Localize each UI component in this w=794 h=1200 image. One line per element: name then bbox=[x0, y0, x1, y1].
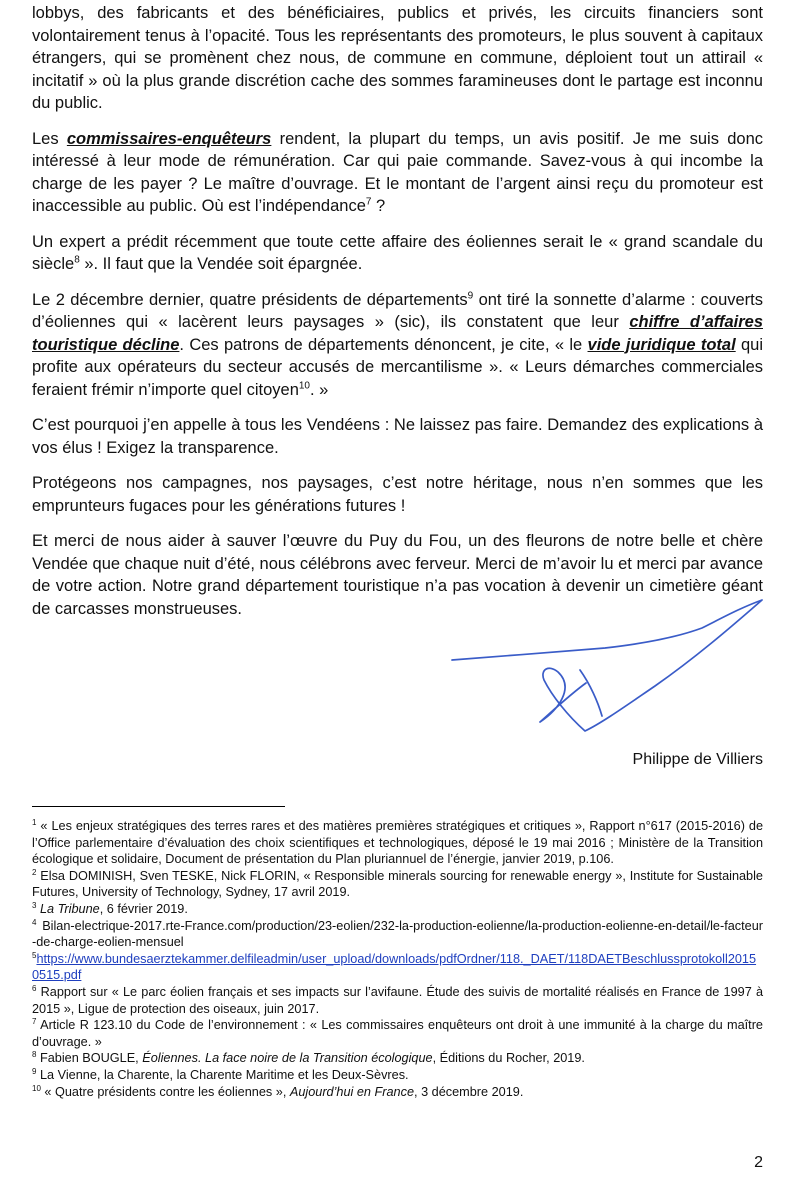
paragraph-4-text-d: qui profite aux opérateurs du secteur accusés de mercantilisme ». « Leurs démarches commerciales feraient frémir n’importe quel citoyen bbox=[32, 335, 764, 399]
emphasis-commissaires-enqueteurs: commissaires-enquêteurs bbox=[66, 129, 272, 148]
footnote-9 bbox=[32, 1067, 763, 1084]
footnote-ref-8[interactable]: 8 bbox=[74, 254, 80, 266]
footnote-text: « Quatre présidents contre les éoliennes », bbox=[40, 1084, 290, 1099]
letter-body bbox=[32, 2, 763, 633]
footnotes bbox=[32, 818, 763, 1100]
paragraph-3-end: ». Il faut que la Vendée soit épargnée. bbox=[79, 255, 363, 273]
footnote-number: 8 bbox=[32, 1050, 37, 1060]
paragraph-2-end: ? bbox=[371, 197, 386, 215]
footnote-5 bbox=[32, 951, 763, 984]
footnote-number: 9 bbox=[32, 1066, 37, 1076]
footnote-text: Fabien BOUGLE, bbox=[36, 1051, 143, 1066]
footnote-title: Éoliennes. La face noire de la Transition écologique bbox=[142, 1051, 433, 1066]
paragraph-1: lobbys, des fabricants et des bénéficiaires, publics et privés, les circuits financiers sont volontairement tenus à l’opacité. Tous les représentants des promoteurs, le plus souvent à capitaux étrangers, qui se promènent chez nous, de commune en commune, déploient tout un attirail « incitatif » où la plus grande discrétion cache des sommes faramineuses dont le partage est inconnu du public. bbox=[32, 4, 763, 112]
footnote-ref-9[interactable]: 9 bbox=[467, 290, 474, 301]
footnote-number: 6 bbox=[32, 983, 37, 993]
page-number: 2 bbox=[754, 1154, 763, 1171]
footnote-text: Rapport sur « Le parc éolien français et ses impacts sur l’avifaune. Étude des suivis de mortalité réalisés en France de 1997 à 2015 », Ligue de protection des oiseaux, juin 2017. bbox=[32, 984, 763, 1016]
footnote-number: 1 bbox=[32, 817, 37, 827]
emphasis-chiffre-affaires: chiffre d’affaires touristique décline bbox=[32, 313, 763, 354]
paragraph-4 bbox=[32, 289, 763, 402]
footnote-text: « Les enjeux stratégiques des terres rares et des matières premières stratégiques et critiques », Rapport n°617 (2015-2016) de l’Office parlementaire d’évaluation des choix scientifiques et technologiques, déposé le 19 mai 2016 ; Ministère de la Transition écologique et solidaire, Document de présentation du Plan pluriannuel de l’énergie, janvier 2019, p.106. bbox=[32, 819, 763, 867]
footnote-ref-7[interactable]: 7 bbox=[365, 196, 372, 208]
footnote-title: La Tribune bbox=[39, 901, 100, 916]
footnote-text: Bilan-electrique-2017.rte-France.com/production/23-eolien/232-la-production-eolienne/la-production-eolienne-en-detail/le-facteur-de-charge-eolien-mensuel bbox=[32, 918, 763, 950]
paragraph-2-text: Les bbox=[32, 129, 67, 148]
paragraph-2-text-cont: rendent, la plupart du temps, un avis positif. Je me suis donc intéressé à leur mode de rémunération. Car qui paie commande. Savez-vous à qui incombe la charge de les payer ? Le maître d’ouvrage. Et le montant de l’argent ainsi reçu du promoteur est inaccessible au public. Où est l’indépendance bbox=[32, 129, 763, 215]
footnote-number: 2 bbox=[32, 867, 37, 877]
footnote-link[interactable]: https://www.bundesaerztekammer.delfileadmin/user_upload/downloads/pdfOrdner/118._DAET/118DAETBeschlussprotokoll20150515.pdf bbox=[32, 951, 757, 983]
footnote-number: 7 bbox=[32, 1016, 37, 1026]
paragraph-3-text: Un expert a prédit récemment que toute cette affaire des éoliennes serait le « grand scandale du siècle bbox=[32, 232, 763, 273]
signer-name: Philippe de Villiers bbox=[632, 751, 763, 768]
footnote-title: Aujourd’hui en France bbox=[289, 1084, 415, 1099]
footnote-text: , 6 février 2019. bbox=[99, 901, 188, 916]
footnote-8 bbox=[32, 1050, 763, 1067]
footnote-number: 5 bbox=[32, 950, 37, 960]
footnote-4 bbox=[32, 918, 763, 951]
footnote-2 bbox=[32, 868, 763, 901]
paragraph-4-text-a: Le 2 décembre dernier, quatre présidents de départements bbox=[32, 290, 468, 309]
paragraph-2 bbox=[32, 128, 763, 218]
emphasis-vide-juridique: vide juridique total bbox=[587, 335, 736, 354]
paragraph-3 bbox=[32, 231, 763, 276]
paragraph-5: C’est pourquoi j’en appelle à tous les Vendéens : Ne laissez pas faire. Demandez des explications à vos élus ! Exigez la transparence. bbox=[32, 416, 763, 457]
footnote-text: Elsa DOMINISH, Sven TESKE, Nick FLORIN, « Responsible minerals sourcing for renewable energy », Institute for Sustainable Futures, University of Technology, Sydney, 17 avril 2019. bbox=[32, 868, 763, 900]
footnote-number: 4 bbox=[32, 917, 37, 927]
footnote-6 bbox=[32, 984, 763, 1017]
paragraph-6: Protégeons nos campagnes, nos paysages, c’est notre héritage, nous n’en sommes que les emprunteurs fugaces pour les générations futures ! bbox=[32, 474, 763, 515]
paragraph-4-end: . » bbox=[310, 380, 329, 399]
footnote-text: Article R 123.10 du Code de l’environnement : « Les commissaires enquêteurs ont droit à une immunité à la charge du maître d’ouvrage. » bbox=[32, 1018, 763, 1049]
footnote-3 bbox=[32, 901, 763, 918]
footnote-1 bbox=[32, 818, 763, 868]
paragraph-7: Et merci de nous aider à sauver l’œuvre du Puy du Fou, un des fleurons de notre belle et chère Vendée que chaque nuit d’été, nous célébrons avec ferveur. Merci de m’avoir lu et merci par avance de votre action. Notre grand département touristique n’a pas vocation à devenir un cimetière géant de carcasses monstrueuses. bbox=[32, 532, 764, 618]
footnote-ref-10[interactable]: 10 bbox=[298, 380, 310, 391]
handwritten-signature bbox=[440, 598, 770, 733]
footnote-text-end: , 3 décembre 2019. bbox=[414, 1084, 524, 1099]
footnote-10 bbox=[32, 1084, 763, 1101]
footnote-7 bbox=[32, 1017, 763, 1050]
footnote-number: 3 bbox=[32, 900, 37, 910]
paragraph-4-text-c: . Ces patrons de départements dénoncent, je cite, « le bbox=[179, 335, 588, 354]
footnote-divider bbox=[32, 806, 285, 807]
footnote-number: 10 bbox=[32, 1083, 41, 1093]
footnote-text-end: , Éditions du Rocher, 2019. bbox=[432, 1051, 585, 1066]
footnote-text: La Vienne, la Charente, la Charente Maritime et les Deux-Sèvres. bbox=[36, 1067, 409, 1082]
paragraph-4-text-b: ont tiré la sonnette d’alarme : couverts d’éoliennes qui « lacèrent leurs paysages » (sic), ils constatent que leur bbox=[32, 290, 763, 331]
